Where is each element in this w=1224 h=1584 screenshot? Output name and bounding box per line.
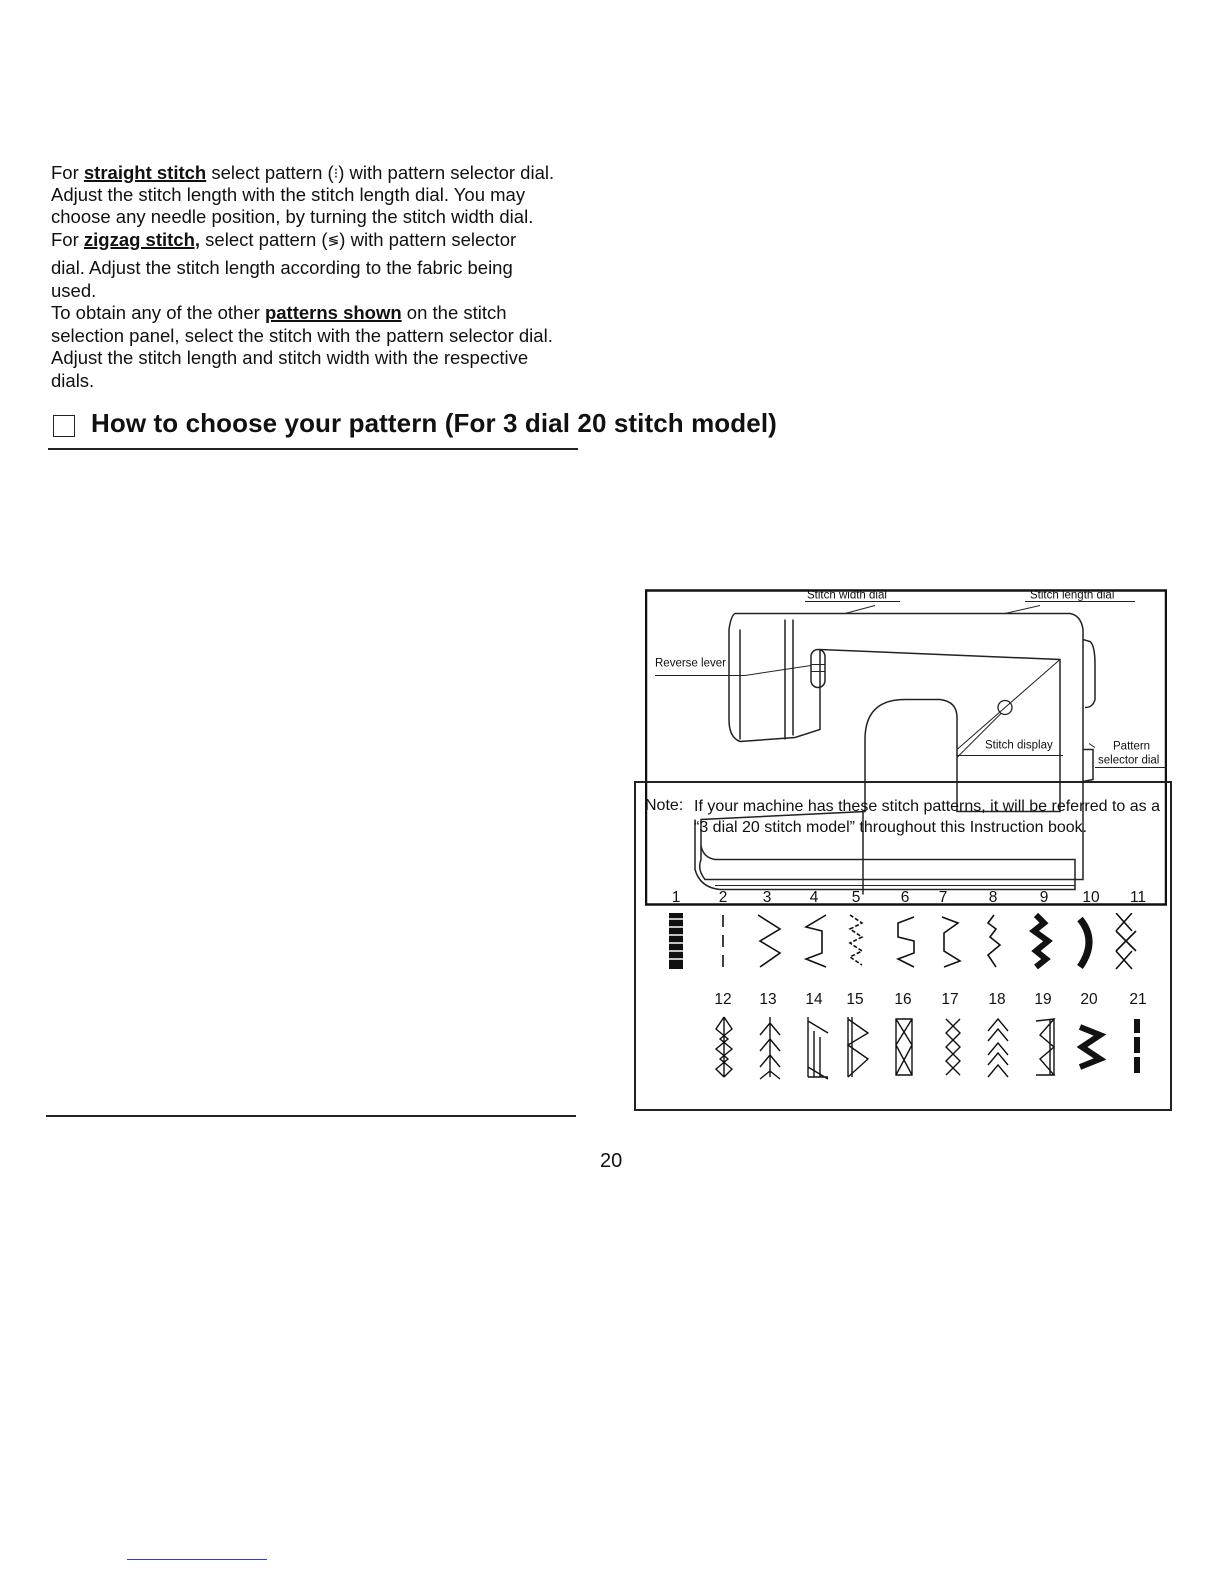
stitch-20-icon — [1080, 1027, 1100, 1067]
body-line-4: For zigzag stitch, select pattern (≶) with pattern selector — [51, 229, 517, 250]
note-text: If your machine has these stitch patterns, it will be referred to as a “3 dial 20 stitch model” throughout this Instruction book. — [694, 798, 1160, 836]
stitch-19-icon — [1036, 1019, 1054, 1075]
stitch-number: 13 — [759, 991, 777, 1008]
stitch-number: 11 — [1129, 889, 1147, 906]
body-line-5: dial. Adjust the stitch length according to the fabric being — [51, 257, 513, 278]
stitch-number: 1 — [671, 889, 681, 906]
stitch-number: 15 — [846, 991, 864, 1008]
pattern-selector-label-2: selector dial — [1098, 754, 1160, 767]
note-label: Note: — [645, 797, 684, 814]
body-line-6: used. — [51, 280, 97, 301]
reverse-lever-label: Reverse lever — [655, 657, 726, 670]
body-line-10: dials. — [51, 370, 95, 391]
stitch-4-icon — [806, 915, 826, 967]
stitch-number: 3 — [762, 889, 772, 906]
stitch-6-icon — [898, 917, 914, 967]
zigzag-stitch-glyph: ≶ — [327, 232, 340, 248]
stitch-15-icon — [848, 1017, 868, 1077]
stitch-display-label: Stitch display — [985, 739, 1053, 752]
note-box — [634, 781, 1172, 1111]
stitch-number: 17 — [941, 991, 959, 1008]
stitch-number: 5 — [851, 889, 861, 906]
pattern-selector-label-1: Pattern — [1113, 740, 1151, 753]
stitch-10-icon — [1080, 919, 1089, 967]
stitch-number: 8 — [988, 889, 998, 906]
stitch-18-icon — [988, 1019, 1008, 1077]
section-heading — [48, 408, 777, 450]
body-line-2: Adjust the stitch length with the stitch length dial. You may — [51, 184, 526, 205]
stitch-1-icon — [669, 913, 683, 969]
body-line-8: selection panel, select the stitch with the pattern selector dial. — [51, 325, 553, 346]
page-number: 20 — [600, 1150, 623, 1172]
stitch-number: 16 — [894, 991, 912, 1008]
page-title: How to choose your pattern (For 3 dial 20 stitch model) — [91, 408, 777, 438]
stitch-7-icon — [942, 917, 960, 967]
stitch-number: 10 — [1082, 889, 1100, 906]
stitch-12-icon — [716, 1017, 732, 1077]
straight-stitch-link: straight stitch — [83, 162, 207, 183]
stitch-patterns-row-2 — [662, 1015, 1162, 1081]
checkbox-icon — [53, 415, 75, 437]
stitch-number: 9 — [1039, 889, 1049, 906]
stitch-number: 12 — [714, 991, 732, 1008]
stitch-17-icon — [946, 1019, 960, 1075]
patterns-shown-link: patterns shown — [264, 302, 402, 323]
stitch-21-icon — [1134, 1019, 1140, 1073]
stitch-number: 19 — [1034, 991, 1052, 1008]
stitch-3-icon — [758, 915, 780, 967]
stitch-number: 6 — [900, 889, 910, 906]
body-line-9: Adjust the stitch length and stitch width with the respective — [51, 347, 529, 368]
stitch-11-icon — [1116, 913, 1136, 969]
stitch-width-dial-label: Stitch width dial — [807, 589, 887, 602]
stitch-8-icon — [988, 915, 1000, 967]
stitch-length-dial-label: Stitch length dial — [1030, 589, 1115, 602]
body-line-1: For straight stitch select pattern (⁝) with pattern selector dial. — [51, 162, 555, 183]
stitch-9-icon — [1034, 915, 1048, 967]
stitch-number: 4 — [809, 889, 819, 906]
stitch-number: 14 — [805, 991, 823, 1008]
stitch-number: 21 — [1129, 991, 1147, 1008]
stitch-13-icon — [760, 1017, 780, 1079]
footer-line — [127, 1559, 267, 1560]
stitch-number: 20 — [1080, 991, 1098, 1008]
stitch-patterns-row-1 — [662, 913, 1162, 975]
stitch-number: 7 — [938, 889, 948, 906]
body-line-3: choose any needle position, by turning the stitch width dial. — [51, 206, 534, 227]
stitch-number: 2 — [718, 889, 728, 906]
stitch-number: 18 — [988, 991, 1006, 1008]
stitch-14-icon — [808, 1017, 828, 1079]
bottom-divider — [46, 1115, 576, 1117]
zigzag-stitch-link: zigzag stitch, — [83, 229, 201, 250]
body-line-7: To obtain any of the other patterns shown on the stitch — [51, 302, 507, 323]
straight-stitch-glyph: ⁝ — [333, 165, 339, 181]
stitch-16-icon — [896, 1019, 912, 1075]
stitch-5-icon — [850, 915, 862, 965]
